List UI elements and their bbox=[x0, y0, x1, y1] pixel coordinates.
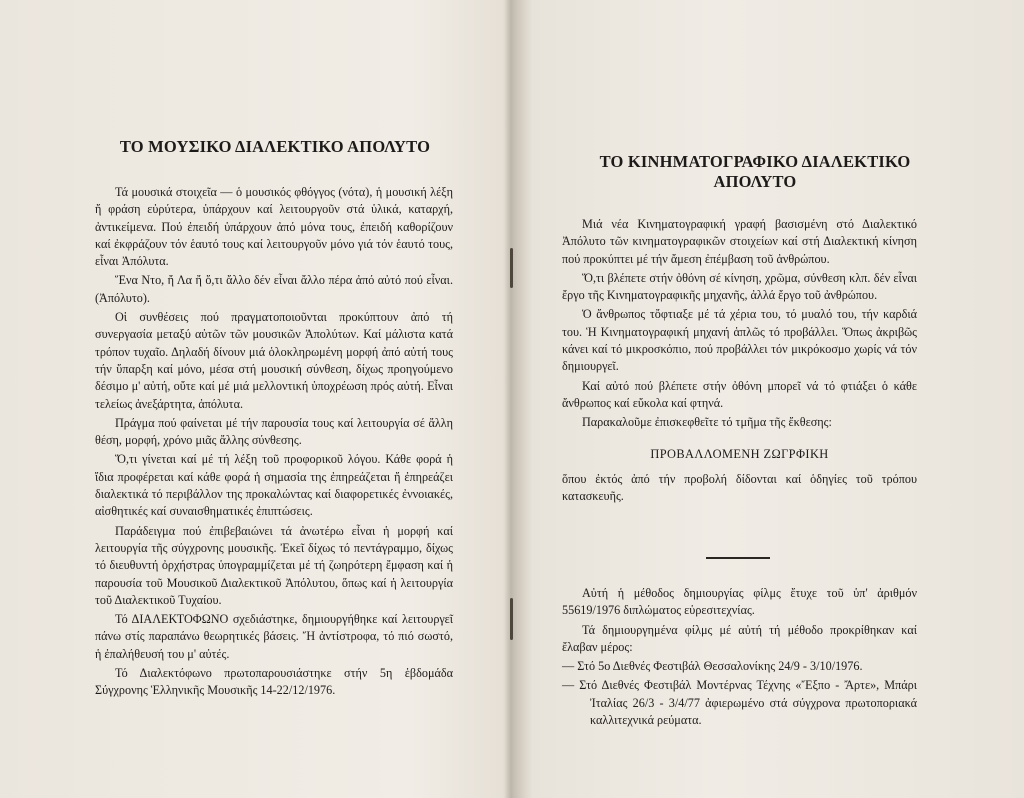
staple-top bbox=[510, 248, 513, 288]
subheading: ΠΡΟΒΑΛΛΟΜΕΝΗ ΖΩΓΡΦΙΚΗ bbox=[650, 446, 829, 461]
right-page-notes bbox=[562, 585, 917, 731]
paragraph: Ὅ,τι βλέπετε στήν ὀθόνη σέ κίνηση, χρῶμα, σύνθεση κλπ. δέν εἶναι ἔργο τῆς Κινηματογραφικῆς μηχανῆς, ἀλλά ἔργο τοῦ ἀνθρώπου. bbox=[562, 270, 917, 303]
paragraph: Ὁ ἄνθρωπος τὄφτιαξε μέ τά χέρια του, τό μυαλό του, τήν καρδιά του. Ἡ Κινηματογραφική μηχανή ἁπλῶς τό προβάλλει. Ὅπως ἀκριβῶς κάνει καί τό μικροσκόπιο, πού προβάλλει τόν μικρόκοσμο χωρίς νά τόν δημιουργεῖ. bbox=[562, 307, 917, 374]
paragraph: Μιά νέα Κινηματογραφική γραφή βασισμένη στό Διαλεκτικό Ἀπόλυτο τῶν κινηματογραφικῶν στοιχείων καί στή Διαλεκτική κίνηση πού προκύπτει μέ τήν ἄμεση ἐπέμβαση τοῦ ἀνθρώπου. bbox=[562, 217, 917, 266]
award-item: — Στό Διεθνές Φεστιβάλ Μοντέρνας Τέχνης «Ἔξπο - Ἄρτε», Μπάρι Ἰταλίας 26/3 - 3/4/77 ἀφιερωμένο στά σύγχρονα πρωτοποριακά καλλιτεχνικά ρεύματα. bbox=[562, 678, 917, 728]
right-page-body bbox=[562, 216, 917, 507]
right-page bbox=[520, 0, 1024, 798]
award-item: — Στό 5ο Διεθνές Φεστιβάλ Θεσσαλονίκης 24/9 - 3/10/1976. bbox=[562, 659, 863, 674]
patent-text: Αὐτή ἡ μέθοδος δημιουργίας φίλμς ἔτυχε τοῦ ὑπ' ἀριθμόν 55619/1976 διπλώματος εὑρεσιτεχνίας. bbox=[562, 586, 917, 618]
divider bbox=[706, 557, 770, 559]
paragraph: Οἱ συνθέσεις πού πραγματοποιοῦνται προκύπτουν ἀπό τή συνεργασία μεταξύ αὐτῶν τῶν μουσικῶν Ἀπολύτων. Καί μάλιστα κατά τρόπον τυχαῖο. Δηλαδή δίνουν μιά ὁλοκληρωμένη μορφή ἀπό αὐτή τους τήν ὕπαρξη καί μόνο, μέσα στή μουσική σύνθεση, δίχως προηγούμενο δέσιμο μ' αὐτή, οὔτε καί μέ μιά μελλοντική ὑποχρέωση πρός αὐτή. Εἶναι τελείως ἀνεξάρτητα, ἀπόλυτα. bbox=[95, 310, 453, 411]
paragraph: Τό ΔΙΑΛΕΚΤΟΦΩΝΟ σχεδιάστηκε, δημιουργήθηκε καί λειτουργεῖ πάνω στίς παραπάνω θεωρητικές βάσεις. Ἤ ἀντίστροφα, τό πιό σωστό, ἡ ἐπαλήθευσή του μ' αὐτές. bbox=[95, 612, 453, 661]
paragraph: Πράγμα πού φαίνεται μέ τήν παρουσία τους καί λειτουργία σέ ἄλλη θέση, μορφή, χρόνο μιᾶς ἄλλης σύνθεσης. bbox=[95, 415, 453, 448]
paragraph: Καί αὐτό πού βλέπετε στήν ὀθόνη μπορεῖ νά τό φτιάξει ὁ κάθε ἄνθρωπος καί εὔκολα καί φτηνά. bbox=[562, 378, 917, 410]
paragraph: Τά μουσικά στοιχεῖα — ὁ μουσικός φθόγγος (νότα), ἡ μουσική λέξη ἤ φράση εὐρύτερα, ὑπάρχουν καί λειτουργοῦν στά ὑλικά, καταρχή, ἀντικείμενα. Πού ἐπειδή ὑπάρχουν ἀπό μόνα τους, ἐπειδή καθορίζουν καί ἐκφράζουν τόν ἑαυτό τους καί λειτουργοῦν μόνο γιά τόν ἑαυτό τους, εἶναι Ἀπόλυτα. bbox=[95, 185, 453, 269]
paragraph: Ἕνα Ντο, ἤ Λα ἤ ὅ,τι ἄλλο δέν εἶναι ἄλλο πέρα ἀπό αὐτό πού εἶναι. (Ἀπόλυτο). bbox=[95, 273, 453, 305]
paragraph: Ὅ,τι γίνεται καί μέ τή λέξη τοῦ προφορικοῦ λόγου. Κάθε φορά ἡ ἴδια προφέρεται καί κάθε φορά ἡ σημασία της ἐπηρεάζεται ἤ ἐπηρεάζει διαλεκτικά τό περιβάλλον της προκαλώντας καί διαφορετικές ἐννοιακές, αἰσθητικές καί συναισθηματικές ἐπιπτώσεις. bbox=[95, 452, 453, 519]
paragraph: Παράδειγμα πού ἐπιβεβαιώνει τά ἀνωτέρω εἶναι ἡ μορφή καί λειτουργία τῆς σύγχρονης μουσικῆς. Ἐκεῖ δίχως τό πεντάγραμμο, δίχως τό διευθυντή ὀρχήστρας ὑπογραμμίζεται μέ τή ζωηρότερη ἔμφαση καί ἡ παρουσία τοῦ Μουσικοῦ Διαλεκτικοῦ Ἀπόλυτου, ὅπως καί ἡ λειτουργία τοῦ Διαλεκτικοῦ Τυχαίου. bbox=[95, 523, 453, 607]
left-page-title: ΤΟ ΜΟΥΣΙΚΟ ΔΙΑΛΕΚΤΙΚΟ ΑΠΟΛΥΤΟ bbox=[119, 137, 431, 156]
right-page-title: ΤΟ ΚΙΝΗΜΑΤΟΓΡΑΦΙΚΟ ΔΙΑΛΕΚΤΙΚΟ ΑΠΟΛΥΤΟ bbox=[599, 152, 911, 191]
paragraph: ὅπου ἐκτός ἀπό τήν προβολή δίδονται καί ὁδηγίες τοῦ τρόπου κατασκευῆς. bbox=[562, 471, 917, 504]
staple-bottom bbox=[510, 598, 513, 640]
left-page-body bbox=[95, 184, 453, 702]
paragraph: Τό Διαλεκτόφωνο πρωτοπαρουσιάστηκε στήν 5η ἑβδομάδα Σύγχρονης Ἑλληνικῆς Μουσικῆς 14-22/12/1976. bbox=[95, 666, 453, 698]
awards-intro: Τά δημιουργημένα φίλμς μέ αὐτή τή μέθοδο προκρίθηκαν καί ἔλαβαν μέρος: bbox=[562, 622, 917, 654]
left-page bbox=[0, 0, 508, 798]
paragraph: Παρακαλοῦμε ἐπισκεφθεῖτε τό τμῆμα τῆς ἔκθεσης: bbox=[582, 415, 832, 430]
